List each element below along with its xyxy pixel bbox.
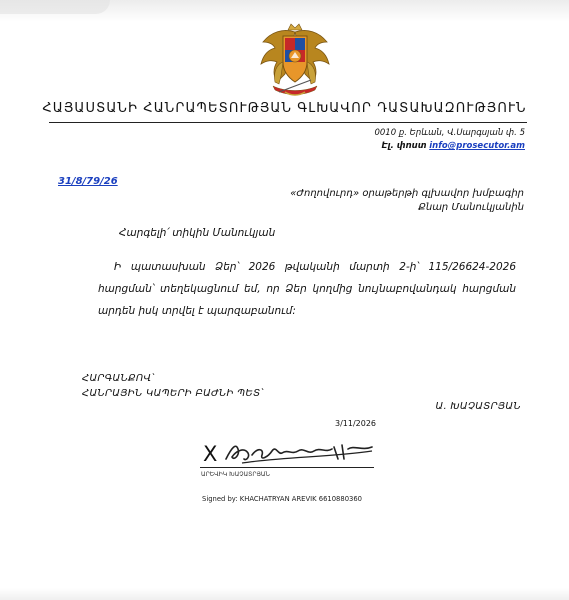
- signer-name: Ա. ԽԱՉԱՏՐՅԱՆ: [435, 401, 521, 412]
- greeting: Հարգելի՛ տիկին Մանուկյան: [119, 227, 276, 239]
- coat-of-arms-icon: [255, 22, 335, 100]
- scan-corner: [0, 0, 110, 14]
- recipient-title: «Ժողովուրդ» օրաթերթի գլխավոր խմբագիր: [290, 188, 524, 199]
- email-line: [374, 140, 525, 153]
- signature-line: [200, 467, 374, 468]
- organization-title: ՀԱՅԱՍՏԱՆԻ ՀԱՆՐԱՊԵՏՈՒԹՅԱՆ ԳԼԽԱՎՈՐ ԴԱՏԱԽԱԶՈՒԹՅՈՒՆ: [42, 101, 527, 116]
- position-line: ՀԱՆՐԱՅԻՆ ԿԱՊԵՐԻ ԲԱԺՆԻ ՊԵՏ՝: [82, 388, 264, 399]
- signed-by-text: Signed by: KHACHATRYAN AREVIK 6610880360: [202, 495, 362, 503]
- header-divider: [49, 122, 527, 123]
- recipient-name: Քնար Մանուկյանին: [418, 202, 524, 213]
- email-link[interactable]: info@prosecutor.am: [429, 141, 525, 151]
- reference-number: 31/8/79/26: [58, 176, 118, 187]
- regards-line: ՀԱՐԳԱՆՔՈՎ՝: [82, 373, 155, 384]
- recipient-block: [290, 187, 524, 215]
- email-label: Էլ. փոստ: [381, 141, 427, 151]
- scan-shadow-bottom: [0, 588, 569, 600]
- signature-caption: ԱՐԵՎԻԿ ԽԱՉԱՏՐՅԱՆ: [201, 471, 270, 478]
- address-block: [374, 127, 525, 153]
- signature-x-mark: X: [203, 442, 218, 466]
- handwritten-signature: [222, 437, 382, 467]
- letter-body: Ի պատասխան Ձեր՝ 2026 թվականի մարտի 2-ի՝ 115/26624-2026 հարցման՝ տեղեկացնում եմ, որ Ձեր կողմից նույնաբովանդակ հարցման արդեն իսկ տրվել է պարզաբանում:: [98, 261, 516, 317]
- address-line: 0010 ք. Երևան, Վ.Սարգսյան փ. 5: [374, 128, 525, 138]
- sign-date: 3/11/2026: [335, 419, 377, 428]
- closing-block: [82, 371, 263, 401]
